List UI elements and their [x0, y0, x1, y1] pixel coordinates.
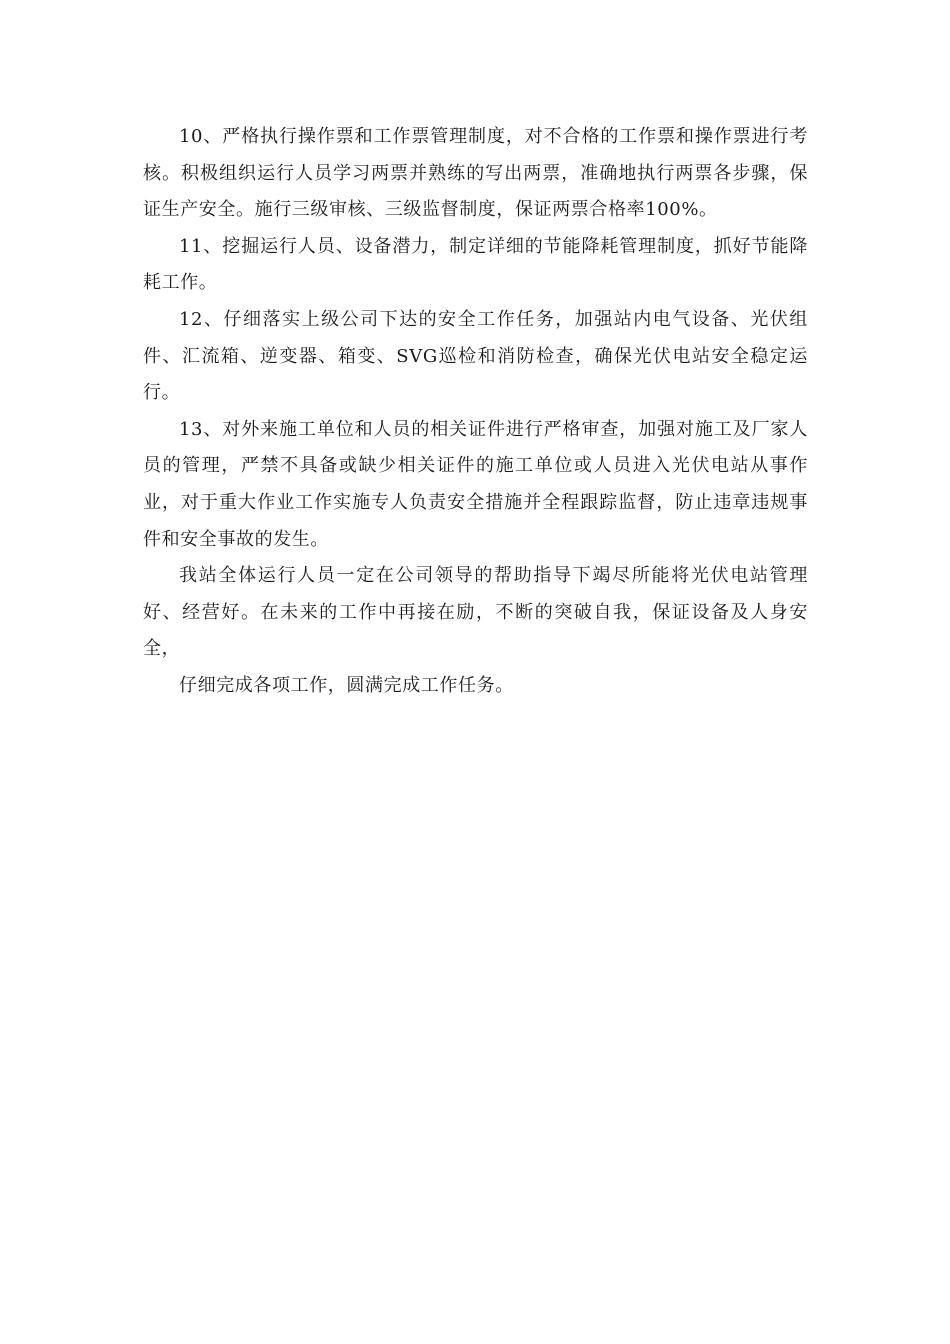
paragraph-item-10: 10、严格执行操作票和工作票管理制度，对不合格的工作票和操作票进行考核。积极组织运行人员学习两票并熟练的写出两票，准确地执行两票各步骤，保证生产安全。施行三级审核、三级监督制度，保证两票合格率100%。 [143, 126, 808, 221]
paragraph-item-13: 13、对外来施工单位和人员的相关证件进行严格审查，加强对施工及厂家人员的管理，严禁不具备或缺少相关证件的施工单位或人员进入光伏电站从事作业，对于重大作业工作实施专人负责安全措施并全程跟踪监督，防止违章违规事件和安全事故的发生。 [143, 418, 808, 550]
paragraph-final: 仔细完成各项工作，圆满完成工作任务。 [179, 674, 514, 696]
document-body [143, 119, 808, 705]
paragraph-item-11: 11、挖掘运行人员、设备潜力，制定详细的节能降耗管理制度，抓好节能降耗工作。 [143, 235, 808, 294]
paragraph-closing: 我站全体运行人员一定在公司领导的帮助指导下竭尽所能将光伏电站管理好、经营好。在未来的工作中再接在励，不断的突破自我，保证设备及人身安全， [143, 565, 808, 660]
paragraph-item-12: 12、仔细落实上级公司下达的安全工作任务，加强站内电气设备、光伏组件、汇流箱、逆变器、箱变、SVG巡检和消防检查，确保光伏电站安全稳定运行。 [143, 308, 808, 404]
